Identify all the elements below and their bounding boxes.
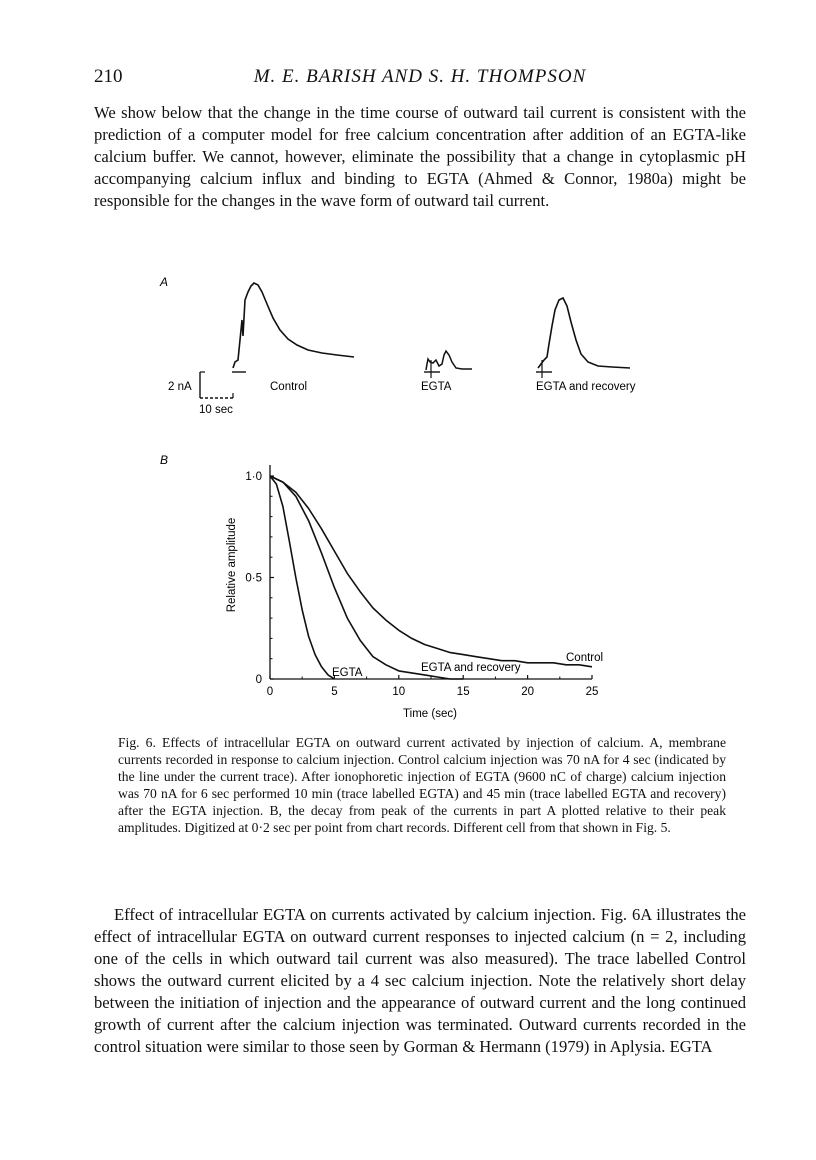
y-axis-label: Relative amplitude xyxy=(226,517,238,613)
series-label-egta-recovery: EGTA and recovery xyxy=(421,662,521,674)
series-layer xyxy=(270,476,592,679)
series-line-control xyxy=(270,476,592,667)
trace-label-egta-recovery: EGTA and recovery xyxy=(536,381,636,393)
scale-time-label: 10 sec xyxy=(199,404,233,416)
body-paragraph: Effect of intracellular EGTA on currents activated by calcium injection. Fig. 6A illustrates the effect of intracellular EGTA on outward current responses to injected calcium (n = 2, including one of the cells in which outward tail current was also measured). The trace labelled Control shows the outward current elicited by a 4 sec calcium injection. Note the relatively short delay between the initiation of injection and the appearance of outward current and the long continued growth of current after the calcium injection was terminated. Outward currents recorded in the control situation were similar to those seen by Gorman & Hermann (1979) in Aplysia. EGTA xyxy=(94,905,746,1056)
y-tick-label: 0·5 xyxy=(245,572,262,585)
series-label-control: Control xyxy=(566,652,604,664)
series-label-egta: EGTA xyxy=(332,667,363,679)
series-line-egta-and-recovery xyxy=(270,476,463,679)
x-tick-label: 15 xyxy=(456,686,470,698)
x-tick-label: 10 xyxy=(392,686,406,698)
x-tick-label: 25 xyxy=(585,686,599,698)
running-title: M. E. BARISH AND S. H. THOMPSON xyxy=(253,66,587,87)
scale-bar xyxy=(200,372,233,398)
trace-label-control: Control xyxy=(270,381,308,393)
x-tick-label: 5 xyxy=(331,686,338,698)
panel-a-label: A xyxy=(160,275,169,289)
figure-caption: Fig. 6. Effects of intracellular EGTA on outward current activated by injection of calcium. A, membrane currents recorded in response to calcium injection. Control calcium injection was 70 nA for 4 sec (indicated by the line under the current trace). After ionophoretic injection of EGTA (9600 nC of charge) calcium injection was 70 nA for 6 sec performed 10 min (trace labelled EGTA) and 45 min (trace labelled EGTA and recovery) after the EGTA injection. B, the decay from peak of the currents in part A plotted relative to their peak amplitudes. Digitized at 0·2 sec per point from chart records. Different cell from that shown in Fig. 5. xyxy=(118,735,726,835)
x-tick-label: 20 xyxy=(521,686,534,698)
page-number: 210 xyxy=(94,66,123,87)
scale-current-label: 2 nA xyxy=(168,381,192,393)
x-axis-label: Time (sec) xyxy=(403,708,457,720)
series-line-egta xyxy=(270,476,334,679)
trace-label-egta: EGTA xyxy=(421,381,452,393)
y-tick-label: 0 xyxy=(255,674,262,686)
panel-b-label: B xyxy=(160,453,169,467)
x-tick-label: 0 xyxy=(266,686,274,698)
control-trace xyxy=(232,283,354,372)
egta-trace xyxy=(424,351,472,378)
y-tick-label: 1·0 xyxy=(245,471,262,483)
intro-paragraph: We show below that the change in the time course of outward tail current is consistent with the prediction of a computer model for free calcium concentration after addition of an EGTA-like calcium buffer. We cannot, however, eliminate the possibility that a change in cytoplasmic pH accompanying calcium influx and binding to EGTA (Ahmed & Connor, 1980a) might be responsible for the changes in the wave form of outward tail current. xyxy=(94,103,746,210)
decay-chart xyxy=(226,465,603,720)
egta-recovery-trace xyxy=(536,298,630,378)
